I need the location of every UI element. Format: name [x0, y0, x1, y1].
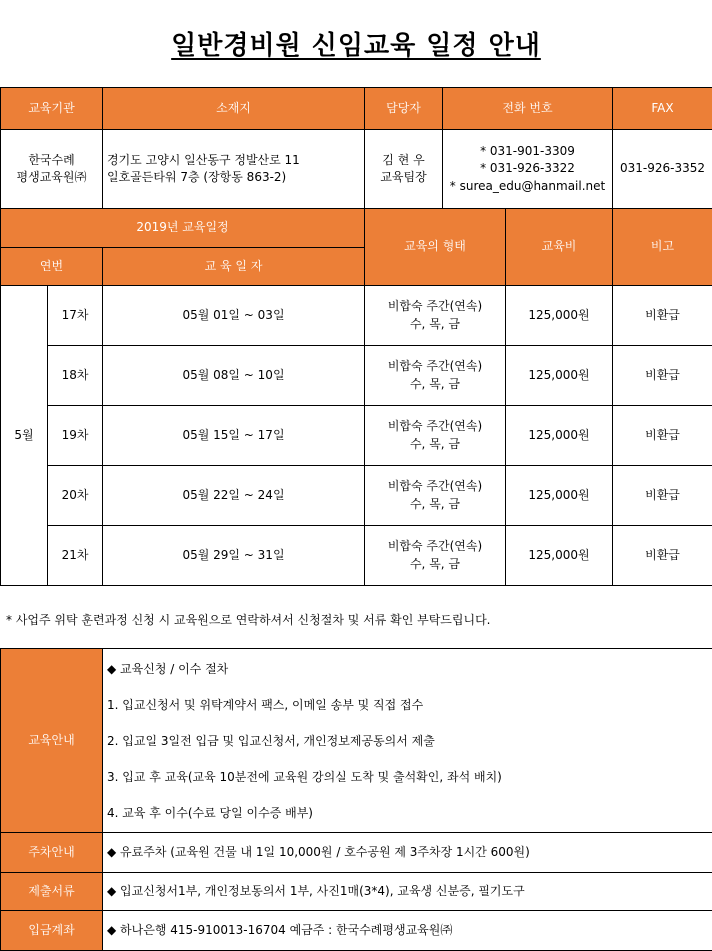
address-cell [103, 130, 365, 209]
type-line-1: 비합숙 주간(연속) [387, 479, 483, 494]
dates-cell: 05월 22일 ~ 24일 [103, 466, 365, 526]
type-line-2: 수, 목, 금 [409, 316, 461, 331]
header-institution: 교육기관 [1, 88, 103, 130]
page-title: 일반경비원 신임교육 일정 안내 [171, 31, 541, 61]
type-cell [365, 526, 506, 586]
email[interactable]: * surea_edu@hanmail.net [449, 178, 606, 193]
note-cell: 비환급 [613, 466, 712, 526]
type-cell [365, 286, 506, 346]
header-round: 연번 [1, 248, 103, 286]
table-row [1, 526, 712, 586]
type-line-1: 비합숙 주간(연속) [387, 299, 483, 314]
header-fax: FAX [613, 88, 712, 130]
note-cell: 비환급 [613, 406, 712, 466]
contact-table [0, 87, 712, 209]
institution-line-2: 평생교육원㈜ [16, 170, 87, 184]
round-cell: 20차 [48, 466, 103, 526]
table-row [1, 466, 712, 526]
table-row [1, 286, 712, 346]
guide-content [103, 649, 712, 833]
header-note: 비고 [613, 209, 712, 286]
type-line-1: 비합숙 주간(연속) [387, 539, 483, 554]
manager-name: 김 현 우 [382, 152, 425, 167]
institution-cell [1, 130, 103, 209]
type-cell [365, 346, 506, 406]
fee-cell: 125,000원 [506, 286, 613, 346]
account-info: ◆ 하나은행 415-910013-16704 예금주 : 한국수례평생교육원㈜ [103, 911, 712, 951]
type-line-1: 비합숙 주간(연속) [387, 359, 483, 374]
header-manager: 담당자 [365, 88, 443, 130]
type-cell [365, 466, 506, 526]
application-note: * 사업주 위탁 훈련과정 신청 시 교육원으로 연락하셔서 신청절차 및 서류 확인 부탁드립니다. [6, 613, 491, 627]
fee-cell: 125,000원 [506, 346, 613, 406]
table-row [1, 346, 712, 406]
phone-1: * 031-901-3309 [480, 143, 575, 158]
month-cell: 5월 [1, 286, 48, 586]
dates-cell: 05월 15일 ~ 17일 [103, 406, 365, 466]
header-address: 소재지 [103, 88, 365, 130]
phone-2: * 031-926-3322 [480, 161, 575, 176]
parking-info: ◆ 유료주차 (교육원 건물 내 1일 10,000원 / 호수공원 제 3주차장 1시간 600원) [103, 833, 712, 873]
header-dates: 교 육 일 자 [103, 248, 365, 286]
round-cell: 17차 [48, 286, 103, 346]
note-cell: 비환급 [613, 346, 712, 406]
phone-cell [443, 130, 613, 209]
guide-step-4: 4. 교육 후 이수(수료 당일 이수증 배부) [107, 806, 313, 820]
type-line-2: 수, 목, 금 [409, 496, 461, 511]
address-line-1: 경기도 고양시 일산동구 정발산로 11 [107, 152, 300, 167]
page-title-area [0, 0, 712, 87]
manager-cell [365, 130, 443, 209]
type-line-2: 수, 목, 금 [409, 436, 461, 451]
type-line-2: 수, 목, 금 [409, 556, 461, 571]
fee-cell: 125,000원 [506, 526, 613, 586]
address-line-2: 일호골든타워 7층 (장항동 863-2) [107, 170, 287, 184]
guide-heading: ◆ 교육신청 / 이수 절차 [107, 662, 229, 676]
dates-cell: 05월 29일 ~ 31일 [103, 526, 365, 586]
dates-cell: 05월 01일 ~ 03일 [103, 286, 365, 346]
note-cell: 비환급 [613, 286, 712, 346]
parking-label: 주차안내 [1, 833, 103, 873]
fax-cell: 031-926-3352 [613, 130, 712, 209]
schedule-table [0, 208, 712, 586]
round-cell: 19차 [48, 406, 103, 466]
year-schedule-header: 2019년 교육일정 [1, 209, 365, 248]
documents-label: 제출서류 [1, 873, 103, 911]
guide-step-1: 1. 입교신청서 및 위탁계약서 팩스, 이메일 송부 및 직접 접수 [107, 698, 424, 712]
dates-cell: 05월 08일 ~ 10일 [103, 346, 365, 406]
type-cell [365, 406, 506, 466]
type-line-1: 비합숙 주간(연속) [387, 419, 483, 434]
guide-step-3: 3. 입교 후 교육(교육 10분전에 교육원 강의실 도착 및 출석확인, 좌석 배치) [107, 770, 502, 784]
table-row [1, 406, 712, 466]
header-type: 교육의 형태 [365, 209, 506, 286]
guide-step-2: 2. 입교일 3일전 입금 및 입교신청서, 개인정보제공동의서 제출 [107, 734, 435, 748]
documents-info: ◆ 입교신청서1부, 개인정보동의서 1부, 사진1매(3*4), 교육생 신분증, 필기도구 [103, 873, 712, 911]
info-table [0, 648, 712, 951]
guide-label: 교육안내 [1, 649, 103, 833]
note-cell: 비환급 [613, 526, 712, 586]
header-fee: 교육비 [506, 209, 613, 286]
round-cell: 21차 [48, 526, 103, 586]
fee-cell: 125,000원 [506, 406, 613, 466]
institution-line-1: 한국수례 [28, 152, 75, 167]
round-cell: 18차 [48, 346, 103, 406]
manager-title: 교육팀장 [380, 170, 427, 184]
account-label: 입금계좌 [1, 911, 103, 951]
header-phone: 전화 번호 [443, 88, 613, 130]
fee-cell: 125,000원 [506, 466, 613, 526]
type-line-2: 수, 목, 금 [409, 376, 461, 391]
